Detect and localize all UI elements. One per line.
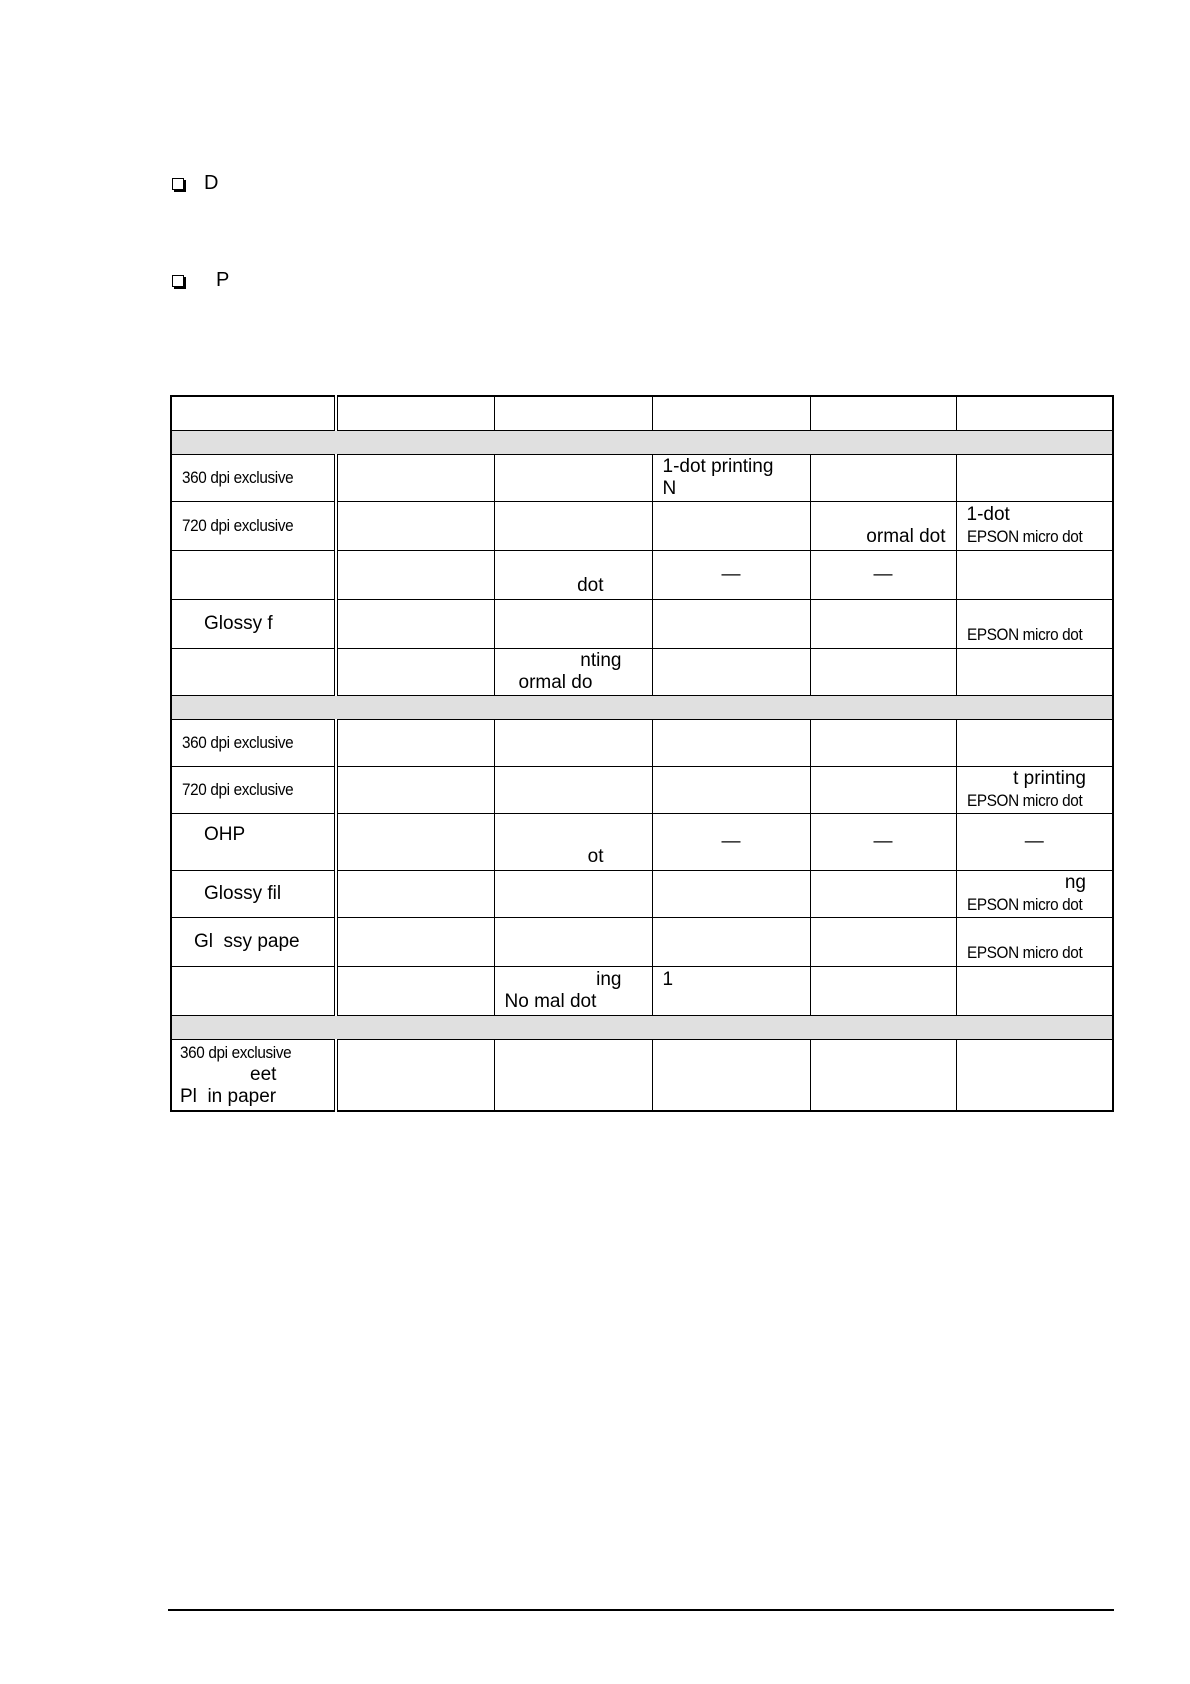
table-row xyxy=(171,551,1113,600)
section-cell xyxy=(171,1016,1113,1040)
table-cell xyxy=(652,814,810,871)
table-cell xyxy=(810,1040,956,1112)
table-cell xyxy=(810,967,956,1016)
cell-text: EPSON micro dot xyxy=(966,791,1082,810)
table-row xyxy=(171,600,1113,649)
media-label: eet xyxy=(250,1064,277,1085)
header-cell xyxy=(652,396,810,431)
media-cell xyxy=(171,967,336,1016)
table-cell xyxy=(336,871,494,918)
media-label: Glossy fil xyxy=(204,883,282,904)
table-cell xyxy=(336,967,494,1016)
table-cell xyxy=(494,720,652,767)
cell-text: ormal dot xyxy=(866,526,946,547)
table-cell xyxy=(494,918,652,967)
table-row xyxy=(171,967,1113,1016)
table-cell xyxy=(652,1040,810,1112)
media-label: 720 dpi exclusive xyxy=(182,780,294,799)
cell-text: 1-dot printing xyxy=(662,456,774,477)
table-cell xyxy=(494,502,652,551)
cell-text: No mal dot xyxy=(504,991,597,1012)
media-cell xyxy=(171,455,336,502)
table-row xyxy=(171,871,1113,918)
section-row xyxy=(171,696,1113,720)
section-cell xyxy=(171,431,1113,455)
dash-mark: — xyxy=(873,564,893,585)
table-cell xyxy=(810,502,956,551)
table-cell xyxy=(494,649,652,696)
table-cell xyxy=(810,871,956,918)
table-cell xyxy=(810,767,956,814)
table-cell xyxy=(494,814,652,871)
table-cell xyxy=(652,649,810,696)
table-cell xyxy=(652,967,810,1016)
table-cell xyxy=(956,720,1113,767)
media-label: Gl ssy pape xyxy=(194,931,300,952)
table-cell xyxy=(956,600,1113,649)
cell-text: ng xyxy=(1064,872,1086,893)
table-cell xyxy=(956,455,1113,502)
table-cell xyxy=(810,649,956,696)
section-cell xyxy=(171,696,1113,720)
media-label: OHP xyxy=(204,824,246,845)
table-cell xyxy=(336,814,494,871)
table-cell xyxy=(336,551,494,600)
table-cell xyxy=(956,767,1113,814)
header-cell xyxy=(494,396,652,431)
cell-text: nting xyxy=(580,650,622,671)
table-cell xyxy=(810,814,956,871)
dash-mark: — xyxy=(721,564,741,585)
media-label: Pl in paper xyxy=(180,1086,277,1107)
table-cell xyxy=(652,918,810,967)
cell-text: EPSON micro dot xyxy=(966,895,1082,914)
media-label: 360 dpi exclusive xyxy=(180,1043,292,1062)
media-cell xyxy=(171,918,336,967)
header-cell xyxy=(336,396,494,431)
media-cell xyxy=(171,600,336,649)
media-cell xyxy=(171,871,336,918)
table-cell xyxy=(494,455,652,502)
cell-text: 1-dot xyxy=(966,504,1010,525)
bullet-item-2 xyxy=(172,269,229,292)
table-row xyxy=(171,502,1113,551)
footer-rule xyxy=(168,1609,1114,1611)
cell-text: dot xyxy=(577,575,604,596)
bullet-text: P xyxy=(216,269,230,291)
media-cell xyxy=(171,720,336,767)
table-row xyxy=(171,767,1113,814)
header-cell xyxy=(956,396,1113,431)
table-cell xyxy=(956,814,1113,871)
media-cell xyxy=(171,649,336,696)
table-cell xyxy=(336,455,494,502)
table-cell xyxy=(956,551,1113,600)
table-cell xyxy=(336,1040,494,1112)
cell-text: EPSON micro dot xyxy=(966,625,1082,644)
table-cell xyxy=(810,600,956,649)
table-cell xyxy=(810,720,956,767)
table-cell xyxy=(494,967,652,1016)
table-cell xyxy=(956,1040,1113,1112)
dash-mark: — xyxy=(1024,831,1044,852)
media-label: 360 dpi exclusive xyxy=(182,468,294,487)
table-cell xyxy=(956,967,1113,1016)
bullet-item-1 xyxy=(172,172,218,195)
section-row xyxy=(171,1016,1113,1040)
table-row xyxy=(171,649,1113,696)
cell-text: t printing xyxy=(1013,768,1086,789)
table-row xyxy=(171,720,1113,767)
checkbox-icon xyxy=(172,178,184,190)
table-cell xyxy=(956,918,1113,967)
cell-text: 1 xyxy=(662,969,674,990)
table-cell xyxy=(652,767,810,814)
table-header-row xyxy=(171,396,1113,431)
table-cell xyxy=(652,455,810,502)
table-cell xyxy=(652,551,810,600)
table-cell xyxy=(494,871,652,918)
cell-text: N xyxy=(662,478,677,499)
dash-mark: — xyxy=(721,831,741,852)
table-cell xyxy=(956,502,1113,551)
media-cell xyxy=(171,551,336,600)
table-cell xyxy=(494,600,652,649)
table-cell xyxy=(336,502,494,551)
header-cell xyxy=(171,396,336,431)
media-label: 360 dpi exclusive xyxy=(182,733,294,752)
table-cell xyxy=(336,649,494,696)
section-row xyxy=(171,431,1113,455)
header-cell xyxy=(810,396,956,431)
cell-text: ing xyxy=(596,969,622,990)
table-cell xyxy=(494,767,652,814)
table-cell xyxy=(336,600,494,649)
table-cell xyxy=(336,720,494,767)
media-cell xyxy=(171,767,336,814)
table-row xyxy=(171,918,1113,967)
table-cell xyxy=(652,502,810,551)
media-label: Glossy f xyxy=(204,613,273,634)
table-cell xyxy=(652,871,810,918)
media-cell xyxy=(171,814,336,871)
table-cell xyxy=(652,720,810,767)
media-cell xyxy=(171,502,336,551)
table-cell xyxy=(336,767,494,814)
table-cell xyxy=(494,1040,652,1112)
media-label: 720 dpi exclusive xyxy=(182,516,294,535)
cell-text: EPSON micro dot xyxy=(966,943,1082,962)
bullet-text: D xyxy=(204,172,219,194)
table-cell xyxy=(956,871,1113,918)
cell-text: ot xyxy=(587,846,604,867)
table-cell xyxy=(810,551,956,600)
media-cell xyxy=(171,1040,336,1112)
print-mode-table xyxy=(170,395,1114,1112)
table-row xyxy=(171,455,1113,502)
table-cell xyxy=(652,600,810,649)
table-cell xyxy=(956,649,1113,696)
table-cell xyxy=(810,918,956,967)
table-cell xyxy=(810,455,956,502)
cell-text: EPSON micro dot xyxy=(966,527,1082,546)
table-row xyxy=(171,814,1113,871)
cell-text: ormal do xyxy=(518,672,593,693)
table-row xyxy=(171,1040,1113,1112)
table-cell xyxy=(336,918,494,967)
checkbox-icon xyxy=(172,275,184,287)
table-cell xyxy=(494,551,652,600)
dash-mark: — xyxy=(873,831,893,852)
